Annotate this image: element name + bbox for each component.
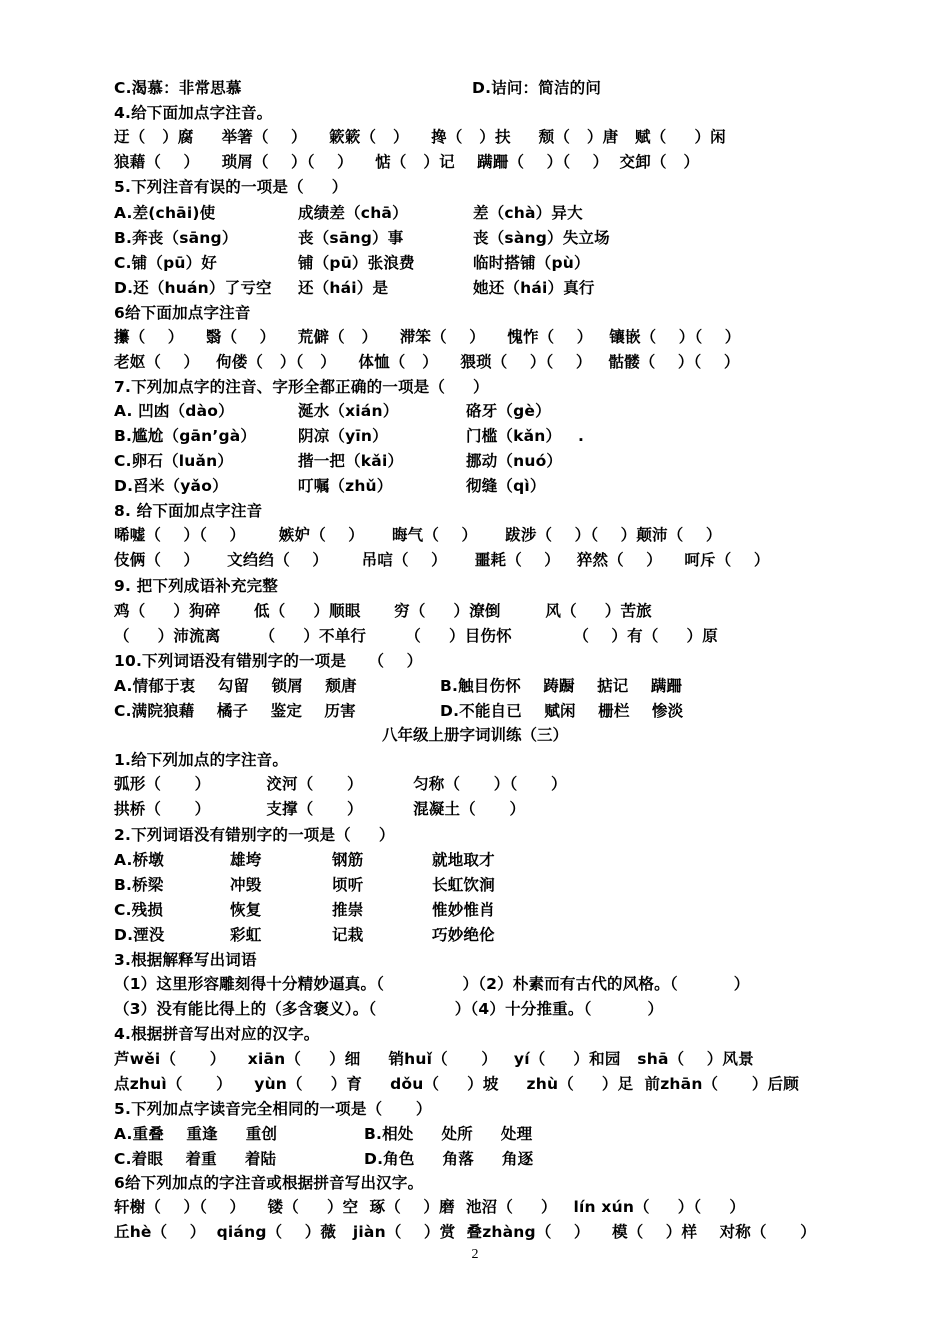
text-cell: 唏嘘（ ）（ ） 嫉妒（ ） 晦气（ ） 跋涉（ ）（ ）颠沛（ ） <box>114 526 722 544</box>
text-cell: 铺（pū）张浪费 <box>298 254 415 272</box>
text-cell: 5.下列注音有误的一项是（ ） <box>114 178 348 196</box>
text-cell: 记栽 <box>332 926 364 944</box>
text-cell: 6给下列加点的字注音或根据拼音写出汉字。 <box>114 1174 424 1192</box>
text-cell: 挪动（nuó） <box>466 452 563 470</box>
text-cell: 差（chà）异大 <box>473 204 583 222</box>
text-line <box>114 150 834 174</box>
text-line <box>114 1220 834 1244</box>
text-cell: 6给下面加点字注音 <box>114 304 251 322</box>
text-line <box>114 325 834 349</box>
text-cell: 临时搭铺（pù） <box>473 254 590 272</box>
text-line <box>114 699 834 723</box>
text-cell: B.相处 处所 处理 <box>364 1125 533 1143</box>
text-cell: 揩一把（kǎi） <box>298 452 404 470</box>
text-line <box>114 449 834 473</box>
text-line <box>114 276 834 300</box>
text-cell: 顷听 <box>332 876 364 894</box>
text-line <box>114 523 834 547</box>
text-cell: D.舀米（yǎo） <box>114 477 228 495</box>
text-cell: 5.下列加点字读音完全相同的一项是（ ） <box>114 1100 432 1118</box>
text-line <box>114 948 834 972</box>
text-cell: A.情郁于衷 勾留 锁屑 颓唐 <box>114 677 357 695</box>
page-number: 2 <box>471 1247 479 1262</box>
text-cell: 7.下列加点字的注音、字形全都正确的一项是（ ） <box>114 378 489 396</box>
text-cell: 9. 把下列成语补充完整 <box>114 577 278 595</box>
text-cell: 推崇 <box>332 901 364 919</box>
text-cell: 伎俩（ ） 文绉绉（ ） 吊唁（ ） 噩耗（ ） 猝然（ ） 呵斥（ ） <box>114 551 770 569</box>
text-cell: 弧形（ ） 洨河（ ） 匀称（ ）（ ） <box>114 775 567 793</box>
text-line <box>114 424 834 448</box>
text-cell: 攥（ ） 翳（ ） 荒僻（ ） 滞笨（ ） 愧怍（ ） 镶嵌（ ）（ ） <box>114 328 741 346</box>
text-cell: A.桥墩 <box>114 851 164 869</box>
text-cell: 丧（sāng）事 <box>298 229 404 247</box>
text-cell: （ ）沛流离 （ ）不单行 （ ）目伤怀 （ ）有（ ）原 <box>114 627 718 645</box>
text-cell: 8. 给下面加点字注音 <box>114 502 263 520</box>
text-cell: 3.根据解释写出词语 <box>114 951 257 969</box>
text-line <box>114 499 834 523</box>
text-line <box>114 76 834 100</box>
text-cell: 丧（sàng）失立场 <box>473 229 610 247</box>
text-cell: 惟妙惟肖 <box>432 901 495 919</box>
text-line <box>114 599 834 623</box>
text-line <box>114 1022 834 1046</box>
text-line <box>114 923 834 947</box>
text-cell: 门槛（kǎn） . <box>466 427 585 445</box>
text-cell: C.铺（pū）好 <box>114 254 217 272</box>
text-line <box>114 797 834 821</box>
text-line <box>114 674 834 698</box>
text-cell: 拱桥（ ） 支撑（ ） 混凝土（ ） <box>114 800 526 818</box>
text-line <box>114 1047 834 1071</box>
text-cell: 老妪（ ） 佝偻（ ）（ ） 体恤（ ） 猥琐（ ）（ ） 骷髅（ ）（ ） <box>114 353 740 371</box>
text-cell: 轩榭（ ）（ ） 镂（ ）空 琢（ ）磨 池沼（ ） lín xún（ ）（ ） <box>114 1198 746 1216</box>
text-cell: 迂（ ）腐 举箸（ ） 簌簌（ ） 搀（ ）扶 颓（ ）唐 赋（ ）闲 <box>114 128 726 146</box>
text-cell: A. 凹凼（dào） <box>114 402 234 420</box>
text-cell: 2.下列词语没有错别字的一项是（ ） <box>114 826 395 844</box>
text-cell: 成绩差（chā） <box>298 204 408 222</box>
text-cell: （1）这里形容雕刻得十分精妙逼真。（ ）（2）朴素而有古代的风格。（ ） <box>114 975 750 993</box>
text-line <box>114 101 834 125</box>
text-line <box>114 1122 834 1146</box>
text-cell: 10.下列词语没有错别字的一项是 （ ） <box>114 652 423 670</box>
text-cell: D.不能自已 赋闲 栅栏 惨淡 <box>440 702 684 720</box>
text-line <box>114 201 834 225</box>
text-cell: 狼藉（ ） 琐屑（ ）（ ） 惦（ ）记 蹒跚（ ）（ ） 交卸（ ） <box>114 153 700 171</box>
text-cell: D.诘问：简洁的问 <box>472 79 602 97</box>
text-cell: B.触目伤怀 踌蹰 掂记 蹒跚 <box>440 677 683 695</box>
text-cell: 硌牙（gè） <box>466 402 551 420</box>
text-cell: 她还（hái）真行 <box>473 279 595 297</box>
text-line <box>114 748 834 772</box>
text-line <box>114 1171 834 1195</box>
text-cell: B.奔丧（sāng） <box>114 229 238 247</box>
text-cell: 芦wěi（ ） xiān（ ）细 销huǐ（ ） yí（ ）和园 shā（ ）风景 <box>114 1050 754 1068</box>
text-cell: 长虹饮涧 <box>432 876 495 894</box>
text-line <box>114 848 834 872</box>
text-line <box>114 649 834 673</box>
text-cell: A.重叠 重逢 重创 <box>114 1125 278 1143</box>
text-cell: C.渴慕：非常思慕 <box>114 79 242 97</box>
text-line <box>114 574 834 598</box>
text-line <box>114 399 834 423</box>
text-cell: （3）没有能比得上的（多含褒义）。（ ）（4）十分推重。（ ） <box>114 1000 664 1018</box>
text-line <box>114 375 834 399</box>
text-line <box>114 624 834 648</box>
text-cell: 叮嘱（zhǔ） <box>298 477 393 495</box>
text-cell: D.湮没 <box>114 926 165 944</box>
text-cell: C.卵石（luǎn） <box>114 452 234 470</box>
text-line <box>114 226 834 250</box>
text-line <box>114 548 834 572</box>
section-heading: 八年级上册字词训练（三） <box>381 726 568 744</box>
text-cell: 雄垮 <box>230 851 262 869</box>
text-cell: D.还（huán）了亏空 <box>114 279 272 297</box>
text-cell: B.尴尬（gān’gà） <box>114 427 257 445</box>
text-line <box>114 1195 834 1219</box>
text-cell: C.残损 <box>114 901 164 919</box>
text-cell: 阴凉（yīn） <box>298 427 388 445</box>
text-cell: 就地取才 <box>432 851 495 869</box>
text-cell: D.角色 角落 角逐 <box>364 1150 534 1168</box>
text-cell: 点zhuì（ ） yùn（ ）育 dǒu（ ）坡 zhù（ ）足 前zhān（ ）后顾 <box>114 1075 799 1093</box>
text-line <box>114 898 834 922</box>
text-cell: 巧妙绝伦 <box>432 926 495 944</box>
text-cell: C.满院狼藉 橘子 鉴定 历害 <box>114 702 356 720</box>
text-cell: A.差(chāi)使 <box>114 204 216 222</box>
text-cell: 彻缝（qì） <box>466 477 546 495</box>
text-line <box>114 1097 834 1121</box>
text-line <box>114 175 834 199</box>
text-cell: 4.根据拼音写出对应的汉字。 <box>114 1025 320 1043</box>
text-line <box>114 251 834 275</box>
text-line <box>114 301 834 325</box>
text-line <box>114 997 834 1021</box>
text-line <box>114 772 834 796</box>
text-cell: 丘hè（ ） qiáng（ ）薇 jiàn（ ）赏 叠zhàng（ ） 模（ ）样 对称（ ） <box>114 1223 816 1241</box>
text-line <box>114 972 834 996</box>
text-line <box>114 1072 834 1096</box>
text-cell: 还（hái）是 <box>298 279 389 297</box>
text-cell: 钢筋 <box>332 851 364 869</box>
text-cell: 冲毁 <box>230 876 262 894</box>
text-cell: 恢复 <box>230 901 262 919</box>
text-line <box>114 823 834 847</box>
text-cell: C.着眼 着重 着陆 <box>114 1150 277 1168</box>
text-cell: 涎水（xián） <box>298 402 399 420</box>
text-cell: B.桥梁 <box>114 876 164 894</box>
text-line <box>114 350 834 374</box>
text-line <box>114 474 834 498</box>
text-cell: 4.给下面加点字注音。 <box>114 104 273 122</box>
text-line <box>114 125 834 149</box>
text-cell: 彩虹 <box>230 926 262 944</box>
text-line <box>114 1147 834 1171</box>
text-line <box>114 873 834 897</box>
text-cell: 鸡（ ）狗碎 低（ ）顺眼 穷（ ）潦倒 风（ ）苦旅 <box>114 602 652 620</box>
text-cell: 1.给下列加点的字注音。 <box>114 751 289 769</box>
